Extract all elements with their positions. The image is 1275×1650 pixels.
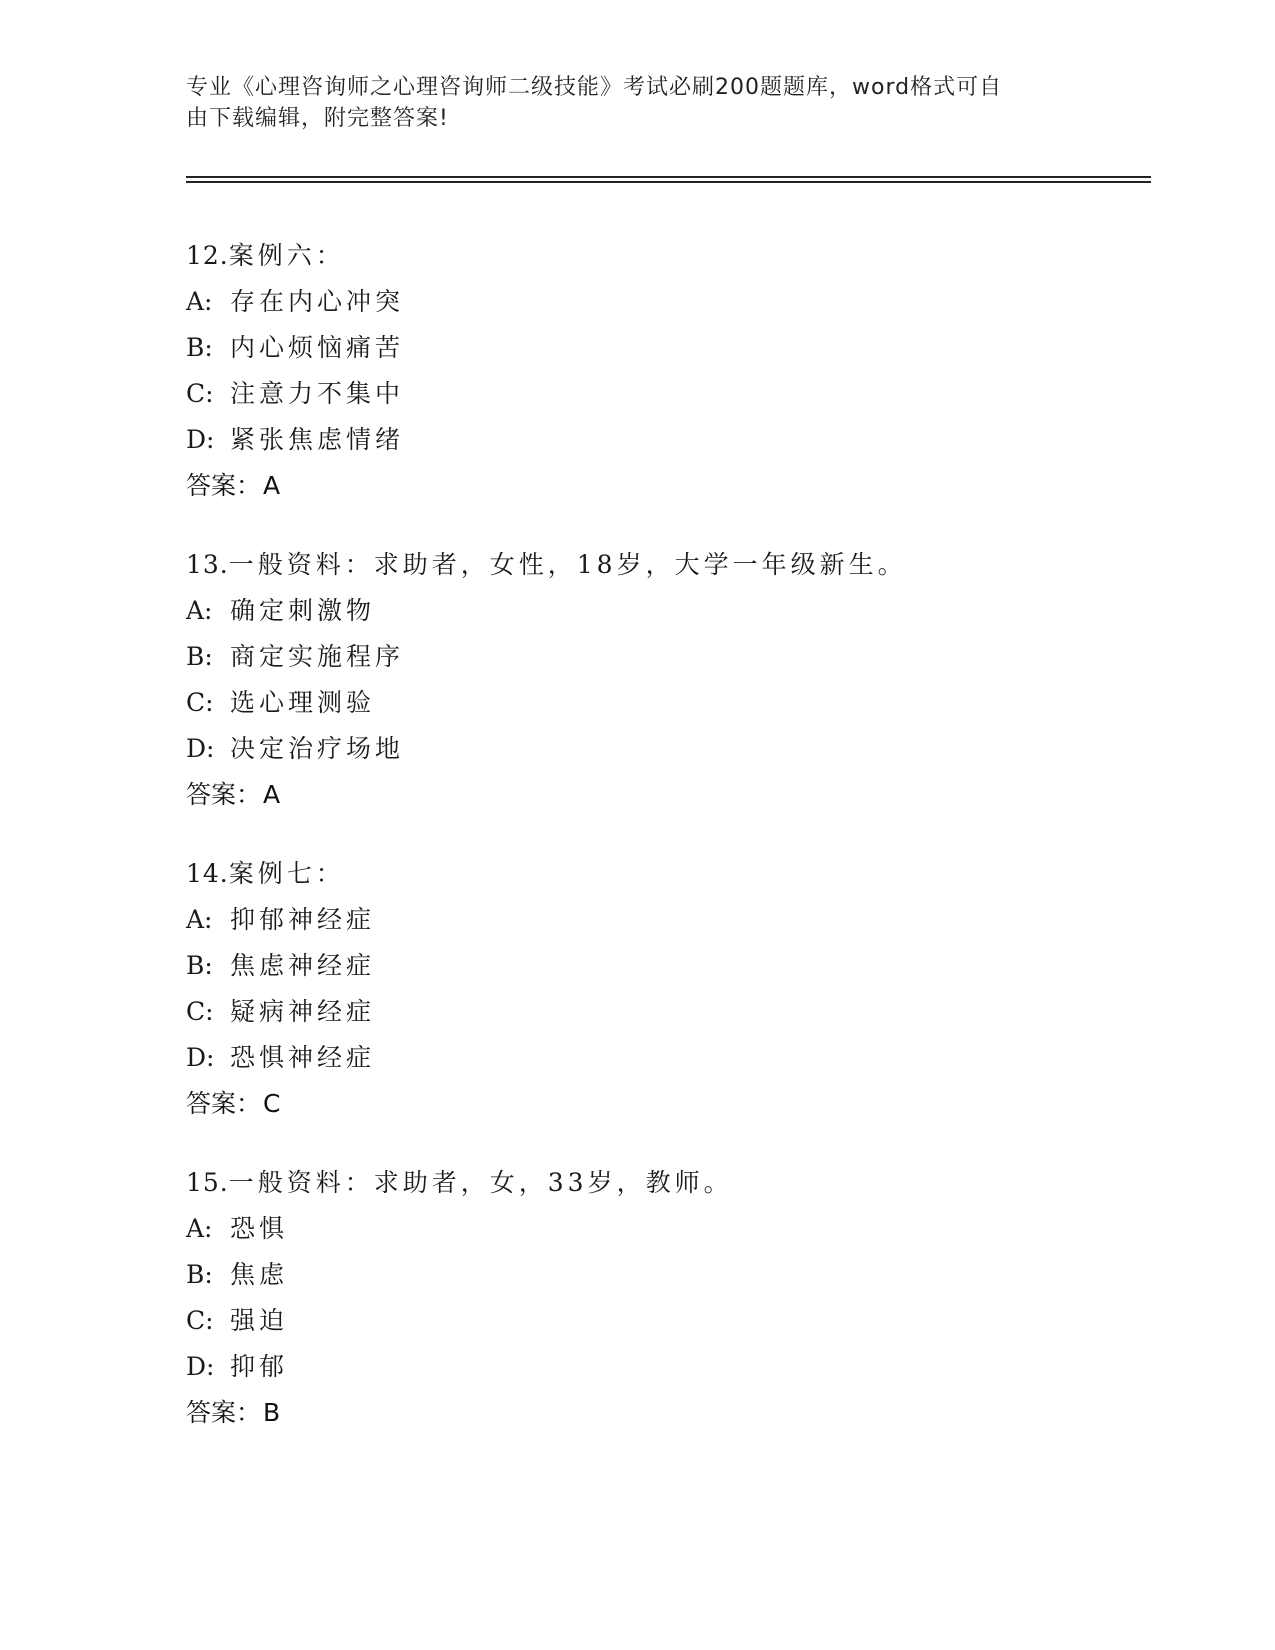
option-c	[186, 371, 1146, 417]
question-number: 14.	[186, 859, 229, 888]
question-number: 13.	[186, 550, 229, 579]
answer-value: B	[263, 1398, 281, 1427]
answer-label: 答案：	[186, 1089, 262, 1118]
answer-line	[186, 1081, 1146, 1127]
answer-label: 答案：	[186, 471, 262, 500]
answer-line	[186, 463, 1146, 509]
option-letter: D:	[186, 734, 215, 763]
question-text: 一般资料：求助者，女性，18岁，大学一年级新生。	[228, 550, 907, 579]
option-letter: B:	[186, 333, 213, 362]
header-line-2: 由下载编辑，附完整答案!	[186, 106, 449, 131]
option-letter: D:	[186, 1043, 215, 1072]
question-15	[186, 1160, 1146, 1436]
option-text: 焦虑神经症	[230, 951, 376, 980]
option-letter: D:	[186, 1352, 215, 1381]
answer-value: A	[263, 780, 281, 809]
question-stem	[186, 1160, 1146, 1206]
option-b	[186, 943, 1146, 989]
header-line-1: 专业《心理咨询师之心理咨询师二级技能》考试必刷200题题库，word格式可自	[186, 75, 1003, 100]
option-c	[186, 1298, 1146, 1344]
option-b	[186, 1252, 1146, 1298]
option-b	[186, 634, 1146, 680]
option-text: 存在内心冲突	[230, 287, 405, 316]
option-text: 抑郁	[230, 1352, 289, 1381]
answer-label: 答案：	[186, 780, 262, 809]
option-letter: C:	[186, 379, 214, 408]
option-c	[186, 680, 1146, 726]
option-c	[186, 989, 1146, 1035]
option-a	[186, 1206, 1146, 1252]
option-text: 抑郁神经症	[230, 905, 376, 934]
document-header	[186, 72, 1086, 134]
option-letter: C:	[186, 1306, 214, 1335]
option-letter: B:	[186, 1260, 213, 1289]
question-text: 案例六：	[228, 241, 345, 270]
question-13	[186, 542, 1146, 818]
option-text: 紧张焦虑情绪	[230, 425, 405, 454]
option-text: 确定刺激物	[230, 596, 376, 625]
question-stem	[186, 233, 1146, 279]
option-text: 选心理测验	[230, 688, 376, 717]
question-text: 一般资料：求助者，女，33岁，教师。	[228, 1168, 733, 1197]
question-number: 15.	[186, 1168, 229, 1197]
option-letter: A:	[186, 287, 213, 316]
option-text: 恐惧	[230, 1214, 289, 1243]
option-d	[186, 726, 1146, 772]
option-d	[186, 1344, 1146, 1390]
question-list	[186, 233, 1146, 1469]
header-divider-bottom	[186, 181, 1151, 183]
option-text: 疑病神经症	[230, 997, 376, 1026]
question-stem	[186, 851, 1146, 897]
option-text: 内心烦恼痛苦	[230, 333, 405, 362]
answer-line	[186, 1390, 1146, 1436]
option-letter: C:	[186, 688, 214, 717]
option-a	[186, 897, 1146, 943]
option-letter: A:	[186, 596, 213, 625]
answer-value: C	[263, 1089, 281, 1118]
header-divider-top	[186, 176, 1151, 178]
question-text: 案例七：	[228, 859, 345, 888]
answer-label: 答案：	[186, 1398, 262, 1427]
option-d	[186, 417, 1146, 463]
question-number: 12.	[186, 241, 229, 270]
option-letter: D:	[186, 425, 215, 454]
option-d	[186, 1035, 1146, 1081]
option-letter: B:	[186, 951, 213, 980]
option-text: 恐惧神经症	[230, 1043, 376, 1072]
option-text: 注意力不集中	[230, 379, 405, 408]
option-letter: C:	[186, 997, 214, 1026]
option-a	[186, 279, 1146, 325]
option-a	[186, 588, 1146, 634]
question-12	[186, 233, 1146, 509]
option-letter: B:	[186, 642, 213, 671]
answer-line	[186, 772, 1146, 818]
question-stem	[186, 542, 1146, 588]
option-letter: A:	[186, 1214, 213, 1243]
option-text: 商定实施程序	[230, 642, 405, 671]
option-text: 强迫	[230, 1306, 289, 1335]
question-14	[186, 851, 1146, 1127]
option-text: 焦虑	[230, 1260, 289, 1289]
option-b	[186, 325, 1146, 371]
answer-value: A	[263, 471, 281, 500]
option-text: 决定治疗场地	[230, 734, 405, 763]
option-letter: A:	[186, 905, 213, 934]
